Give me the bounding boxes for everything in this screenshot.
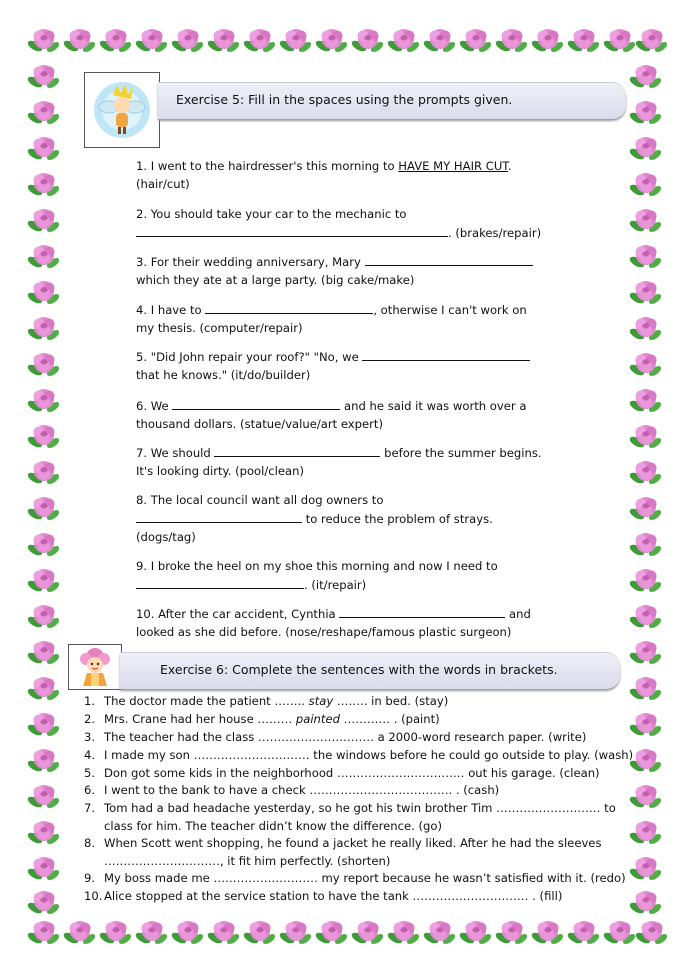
blank-input[interactable]	[172, 396, 340, 410]
ex5-answer-1: HAVE MY HAIR CUT	[398, 159, 509, 173]
ex6-item-10: 10. Alice stopped at the service station to have the tank ………………………… . (fill)	[84, 889, 563, 903]
blank-input[interactable]	[214, 443, 380, 457]
blank-input[interactable]	[136, 575, 304, 589]
blank-input[interactable]	[205, 300, 373, 314]
exercise5-picture	[84, 72, 160, 148]
blank-input[interactable]	[339, 604, 505, 618]
ex5-item-7: 7. We should before the summer begins. It's looking dirty. (pool/clean)	[136, 443, 542, 480]
ex6-item-8: 8. When Scott went shopping, he found a jacket he really liked. After he had the sleeves …………………………, it fit him perfectly. (shorten)	[84, 836, 602, 868]
flower-girl-icon	[69, 645, 121, 689]
ex5-item-9: 9. I broke the heel on my shoe this morning and now I need to . (it/repair)	[136, 559, 498, 592]
ex5-item-6: 6. We and he said it was worth over a thousand dollars. (statue/value/art expert)	[136, 396, 526, 433]
exercise6-title: Exercise 6: Complete the sentences with the words in brackets.	[160, 662, 558, 677]
exercise6-picture	[68, 644, 122, 690]
ex5-item-8: 8. The local council want all dog owners to to reduce the problem of strays. (dogs/tag)	[136, 493, 493, 544]
ex5-item-1: 1. I went to the hairdresser's this morning to HAVE MY HAIR CUT. (hair/cut)	[136, 159, 512, 191]
ex6-item-2: 2. Mrs. Crane had her house ……… painted ………… . (paint)	[84, 712, 440, 726]
ex6-item-1: 1. The doctor made the patient …….. stay …….. in bed. (stay)	[84, 694, 449, 708]
ex6-item-9: 9. My boss made me ……………………… my report because he wasn’t satisfied with it. (redo)	[84, 871, 626, 885]
ex6-item-6: 6. I went to the bank to have a check ………………………………. . (cash)	[84, 783, 500, 797]
ex5-item-4: 4. I have to , otherwise I can't work on my thesis. (computer/repair)	[136, 300, 527, 337]
ex6-item-4: 4. I made my son ………………………… the windows before he could go outside to play. (wash)	[84, 748, 634, 762]
blank-input[interactable]	[136, 223, 448, 237]
blank-input[interactable]	[365, 252, 533, 266]
ex6-example-answer: painted	[292, 712, 344, 726]
blank-input[interactable]	[136, 509, 302, 523]
ex6-item-5: 5. Don got some kids in the neighborhood …………………………… out his garage. (clean)	[84, 766, 600, 780]
ex5-item-3: 3. For their wedding anniversary, Mary which they ate at a large party. (big cake/make)	[136, 252, 533, 289]
ex6-item-3: 3. The teacher had the class ………………………… a 2000-word research paper. (write)	[84, 730, 587, 744]
ex5-item-10: 10. After the car accident, Cynthia and looked as she did before. (nose/reshape/famous plastic surgeon)	[136, 604, 531, 641]
ex5-item-5: 5. "Did John repair your roof?" "No, we that he knows." (it/do/builder)	[136, 347, 530, 384]
fairy-icon	[85, 73, 159, 147]
blank-input[interactable]	[362, 347, 530, 361]
ex5-item-2: 2. You should take your car to the mechanic to . (brakes/repair)	[136, 207, 542, 240]
ex6-item-7: 7. Tom had a bad headache yesterday, so he got his twin brother Tim ……………………… to class for him. The teacher didn’t know the difference. (go)	[84, 801, 616, 833]
exercise5-title: Exercise 5: Fill in the spaces using the prompts given.	[176, 92, 513, 107]
ex6-example-answer: stay	[304, 694, 337, 708]
